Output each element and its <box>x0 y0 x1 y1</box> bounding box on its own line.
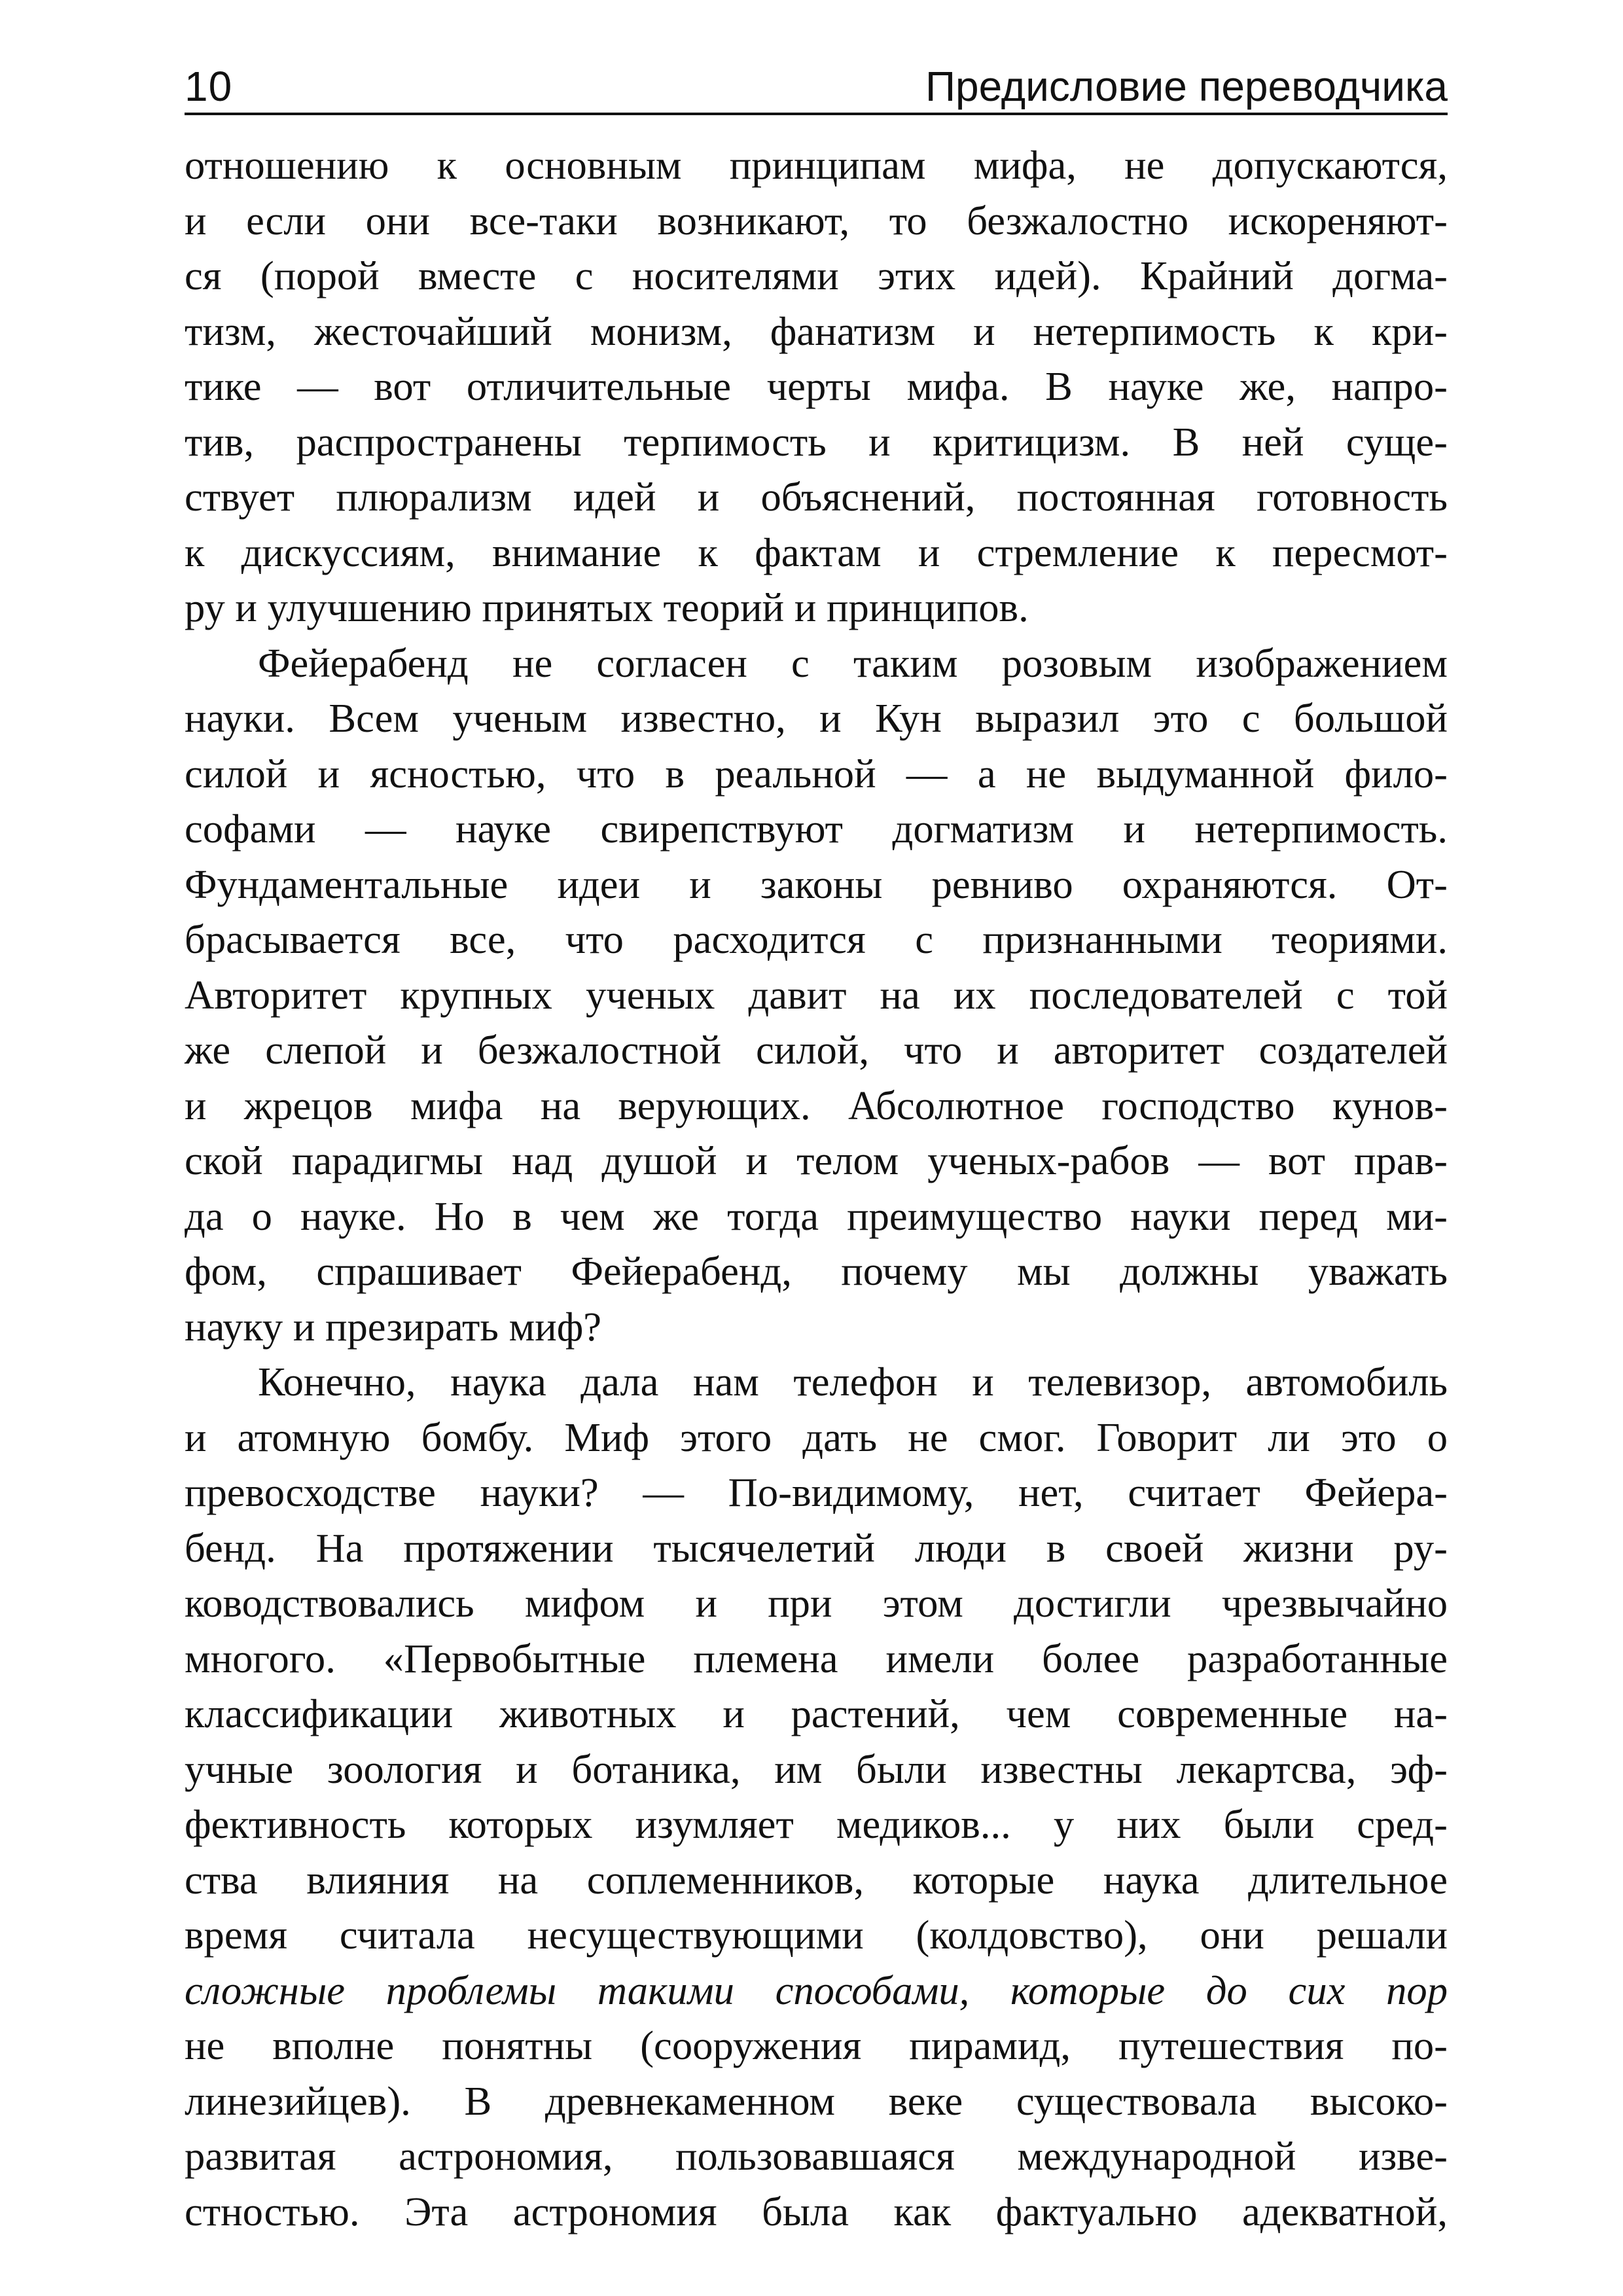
text-line: ствует плюрализм идей и объяснений, постоянная готовность <box>185 474 1448 520</box>
text-line: Фейерабенд не согласен с таким розовым изображением <box>258 639 1448 686</box>
text-line: время считала несуществующими (колдовство), они решали <box>185 1912 1448 1958</box>
page-number: 10 <box>185 63 233 110</box>
text-line: ства влияния на соплеменников, которые наука длительное <box>185 1856 1448 1903</box>
text-line: тизм, жесточайший монизм, фанатизм и нетерпимость к кри- <box>185 308 1448 354</box>
text-line: тив, распространены терпимость и критицизм. В ней суще- <box>185 418 1448 465</box>
paragraph <box>185 636 1448 1355</box>
text-line: к дискуссиям, внимание к фактам и стремление к пересмот- <box>185 529 1448 575</box>
text-line: бенд. На протяжении тысячелетий люди в своей жизни ру- <box>185 1524 1448 1571</box>
text-line: ся (порой вместе с носителями этих идей). Крайний догма- <box>185 253 1448 298</box>
text-line: тике — вот отличительные черты мифа. В науке же, напро- <box>185 363 1448 409</box>
text-line: и жрецов мифа на верующих. Абсолютное господство кунов- <box>185 1082 1448 1128</box>
running-head <box>185 60 1448 115</box>
text-line: стностью. Эта астрономия была как фактуально адекватной, <box>185 2188 1448 2234</box>
text-line: фом, спрашивает Фейерабенд, почему мы должны уважать <box>185 1248 1448 1294</box>
text-line: же слепой и безжалостной силой, что и авторитет создателей <box>185 1027 1448 1073</box>
text-line: линезийцев). В древнекаменном веке существовала высоко- <box>185 2077 1448 2124</box>
text-line: Конечно, наука дала нам телефон и телевизор, автомобиль <box>258 1359 1448 1405</box>
text-line: сложные проблемы такими способами, которые до сих пор <box>185 1967 1448 2013</box>
running-title: Предисловие переводчика <box>925 63 1448 110</box>
text-line: Фундаментальные идеи и законы ревниво охраняются. От- <box>185 861 1448 907</box>
text-line: софами — науке свирепствуют догматизм и нетерпимость. <box>185 806 1448 852</box>
text-line: ской парадигмы над душой и телом ученых-рабов — вот прав- <box>185 1138 1448 1183</box>
text-line: превосходстве науки? — По-видимому, нет, считает Фейера- <box>185 1469 1448 1515</box>
text-line: брасывается все, что расходится с признанными теориями. <box>185 916 1448 962</box>
book-page <box>185 60 1448 2239</box>
text-line: фективность которых изумляет медиков... у них были сред- <box>185 1801 1448 1847</box>
text-line: и если они все-таки возникают, то безжалостно искореняют- <box>185 197 1448 243</box>
text-line: отношению к основным принципам мифа, не допускаются, <box>185 142 1448 188</box>
text-line: многого. «Первобытные племена имели более разработанные <box>185 1635 1448 1681</box>
text-line: науки. Всем ученым известно, и Кун выразил это с большой <box>185 695 1448 741</box>
text-line: Авторитет крупных ученых давит на их последователей с той <box>185 971 1448 1018</box>
text-line: развитая астрономия, пользовавшаяся международной изве- <box>185 2133 1448 2179</box>
text-line: и атомную бомбу. Миф этого дать не смог. Говорит ли это о <box>185 1414 1448 1460</box>
paragraph <box>185 137 1448 636</box>
text-line: не вполне понятны (сооружения пирамид, путешествия по- <box>185 2022 1448 2068</box>
text-line: науку и презирать миф? <box>185 1303 602 1350</box>
text-line: классификации животных и растений, чем современные на- <box>185 1691 1448 1736</box>
body-text <box>185 137 1448 2239</box>
text-line: ру и улучшению принятых теорий и принципов. <box>185 584 1029 630</box>
text-line: силой и ясностью, что в реальной — а не выдуманной фило- <box>185 750 1448 797</box>
text-line: учные зоология и ботаника, им были известны лекартсва, эф- <box>185 1746 1448 1792</box>
paragraph <box>185 1354 1448 2239</box>
text-line: ководствовались мифом и при этом достигли чрезвычайно <box>185 1580 1448 1626</box>
text-line: да о науке. Но в чем же тогда преимущество науки перед ми- <box>185 1193 1448 1239</box>
